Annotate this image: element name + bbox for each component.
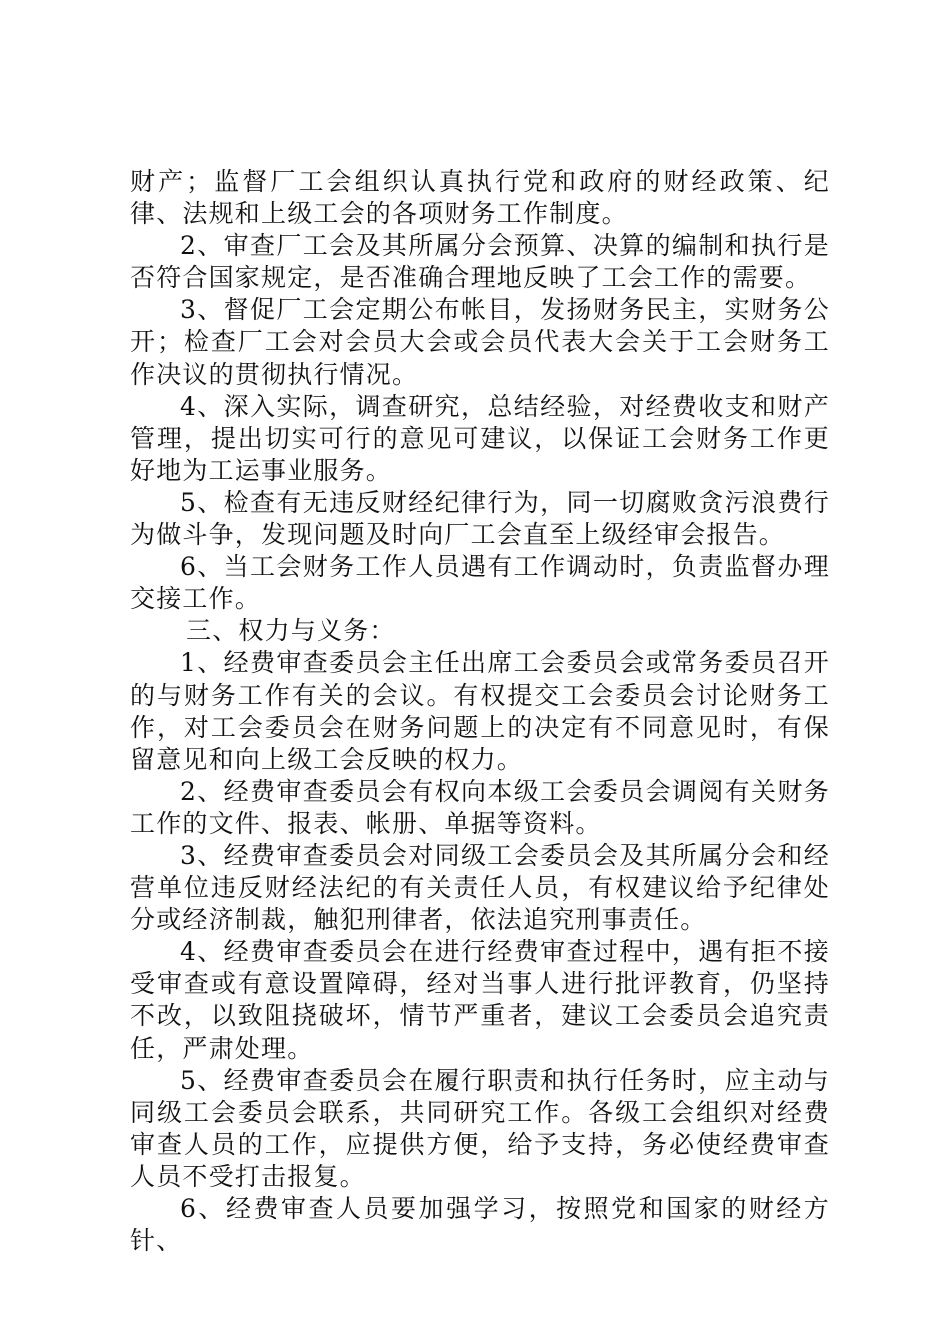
paragraph-duties-1-continued: 财产；监督厂工会组织认真执行党和政府的财经政策、纪律、法规和上级工会的各项财务工作制度。 [130, 167, 830, 229]
document-body [130, 166, 830, 1257]
section-heading-rights-and-obligations: 三、权力与义务： [186, 616, 396, 646]
paragraph-right-4: 4、经费审查委员会在进行经费审查过程中，遇有拒不接受审查或有意设置障碍，经对当事人进行批评教育，仍坚持不改，以致阻挠破坏，情节严重者，建议工会委员会追究责任，严肃处理。 [130, 937, 830, 1063]
paragraph-duty-6: 6、当工会财务工作人员遇有工作调动时，负责监督办理交接工作。 [130, 552, 830, 614]
paragraph-right-2: 2、经费审查委员会有权向本级工会委员会调阅有关财务工作的文件、报表、帐册、单据等资料。 [130, 776, 830, 838]
paragraph-duty-2: 2、审查厂工会及其所属分会预算、决算的编制和执行是否符合国家规定，是否准确合理地反映了工会工作的需要。 [130, 231, 830, 293]
paragraph-duty-5: 5、检查有无违反财经纪律行为，同一切腐败贪污浪费行为做斗争，发现问题及时向厂工会直至上级经审会报告。 [130, 487, 830, 550]
paragraph-right-1: 1、经费审查委员会主任出席工会委员会或常务委员召开的与财务工作有关的会议。有权提交工会委员会讨论财务工作，对工会委员会在财务问题上的决定有不同意见时，有保留意见和向上级工会反映的权力。 [130, 648, 830, 774]
paragraph-duty-3: 3、督促厂工会定期公布帐目，发扬财务民主，实财务公开；检查厂工会对会员大会或会员代表大会关于工会财务工作决议的贯彻执行情况。 [130, 295, 830, 389]
paragraph-right-6: 6、经费审查人员要加强学习，按照党和国家的财经方针、 [130, 1194, 830, 1256]
paragraph-duty-4: 4、深入实际，调查研究，总结经验，对经费收支和财产管理，提出切实可行的意见可建议，以保证工会财务工作更好地为工运事业服务。 [130, 391, 830, 485]
paragraph-right-5: 5、经费审查委员会在履行职责和执行任务时，应主动与同级工会委员会联系，共同研究工作。各级工会组织对经费审查人员的工作，应提供方便，给予支持，务必使经费审查人员不受打击报复。 [130, 1065, 830, 1191]
paragraph-right-3: 3、经费审查委员会对同级工会委员会及其所属分会和经营单位违反财经法纪的有关责任人员，有权建议给予纪律处分或经济制裁，触犯刑律者，依法追究刑事责任。 [130, 840, 830, 935]
